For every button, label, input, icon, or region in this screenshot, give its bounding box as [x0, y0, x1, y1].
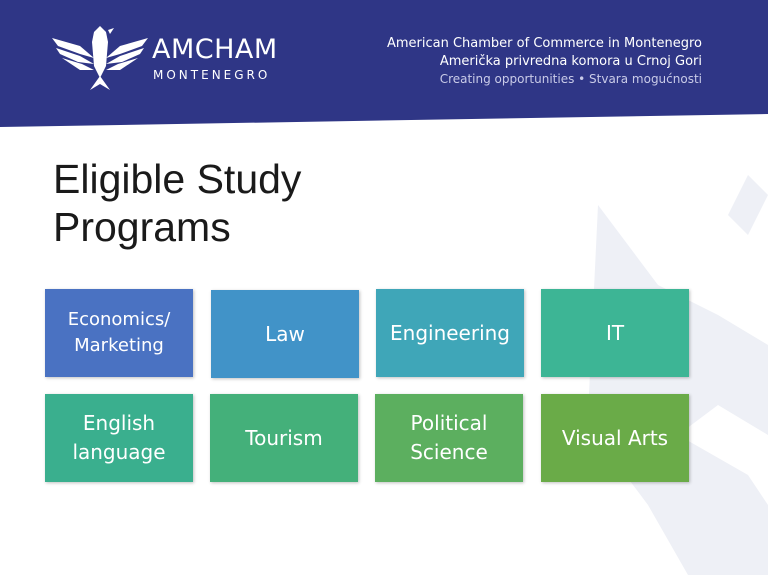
- program-tile-political-science: [375, 394, 523, 482]
- slide-title: [53, 155, 301, 251]
- program-tile-economics-marketing: [45, 289, 193, 377]
- program-label: Engineering: [390, 320, 510, 345]
- tagline-english: American Chamber of Commerce in Montenegro: [386, 36, 702, 51]
- brand-title: AMCHAM: [152, 34, 278, 65]
- slide-title-line-2: Programs: [53, 204, 231, 250]
- program-tile-english-language: [45, 394, 193, 482]
- slide-title-line-1: Eligible Study: [53, 156, 302, 202]
- program-label: Economics/ Marketing: [67, 309, 171, 356]
- program-label: Tourism: [245, 425, 323, 450]
- program-tile-law: [211, 290, 359, 378]
- program-label: Political Science: [410, 411, 488, 464]
- tagline-montenegrin: Američka privredna komora u Crnoj Gori: [439, 54, 702, 69]
- program-tile-visual-arts: [541, 394, 689, 482]
- program-tile-engineering: [376, 289, 524, 377]
- brand-subtitle: MONTENEGRO: [153, 68, 271, 82]
- slogan: Creating opportunities • Stvara mogućnosti: [439, 72, 702, 86]
- program-tile-it: [541, 289, 689, 377]
- program-label: English language: [72, 411, 166, 464]
- program-label: IT: [605, 320, 625, 345]
- program-label: Law: [265, 321, 305, 346]
- program-label: Visual Arts: [561, 425, 669, 450]
- program-tile-tourism: [210, 394, 358, 482]
- eagle-logo-icon: [50, 24, 150, 94]
